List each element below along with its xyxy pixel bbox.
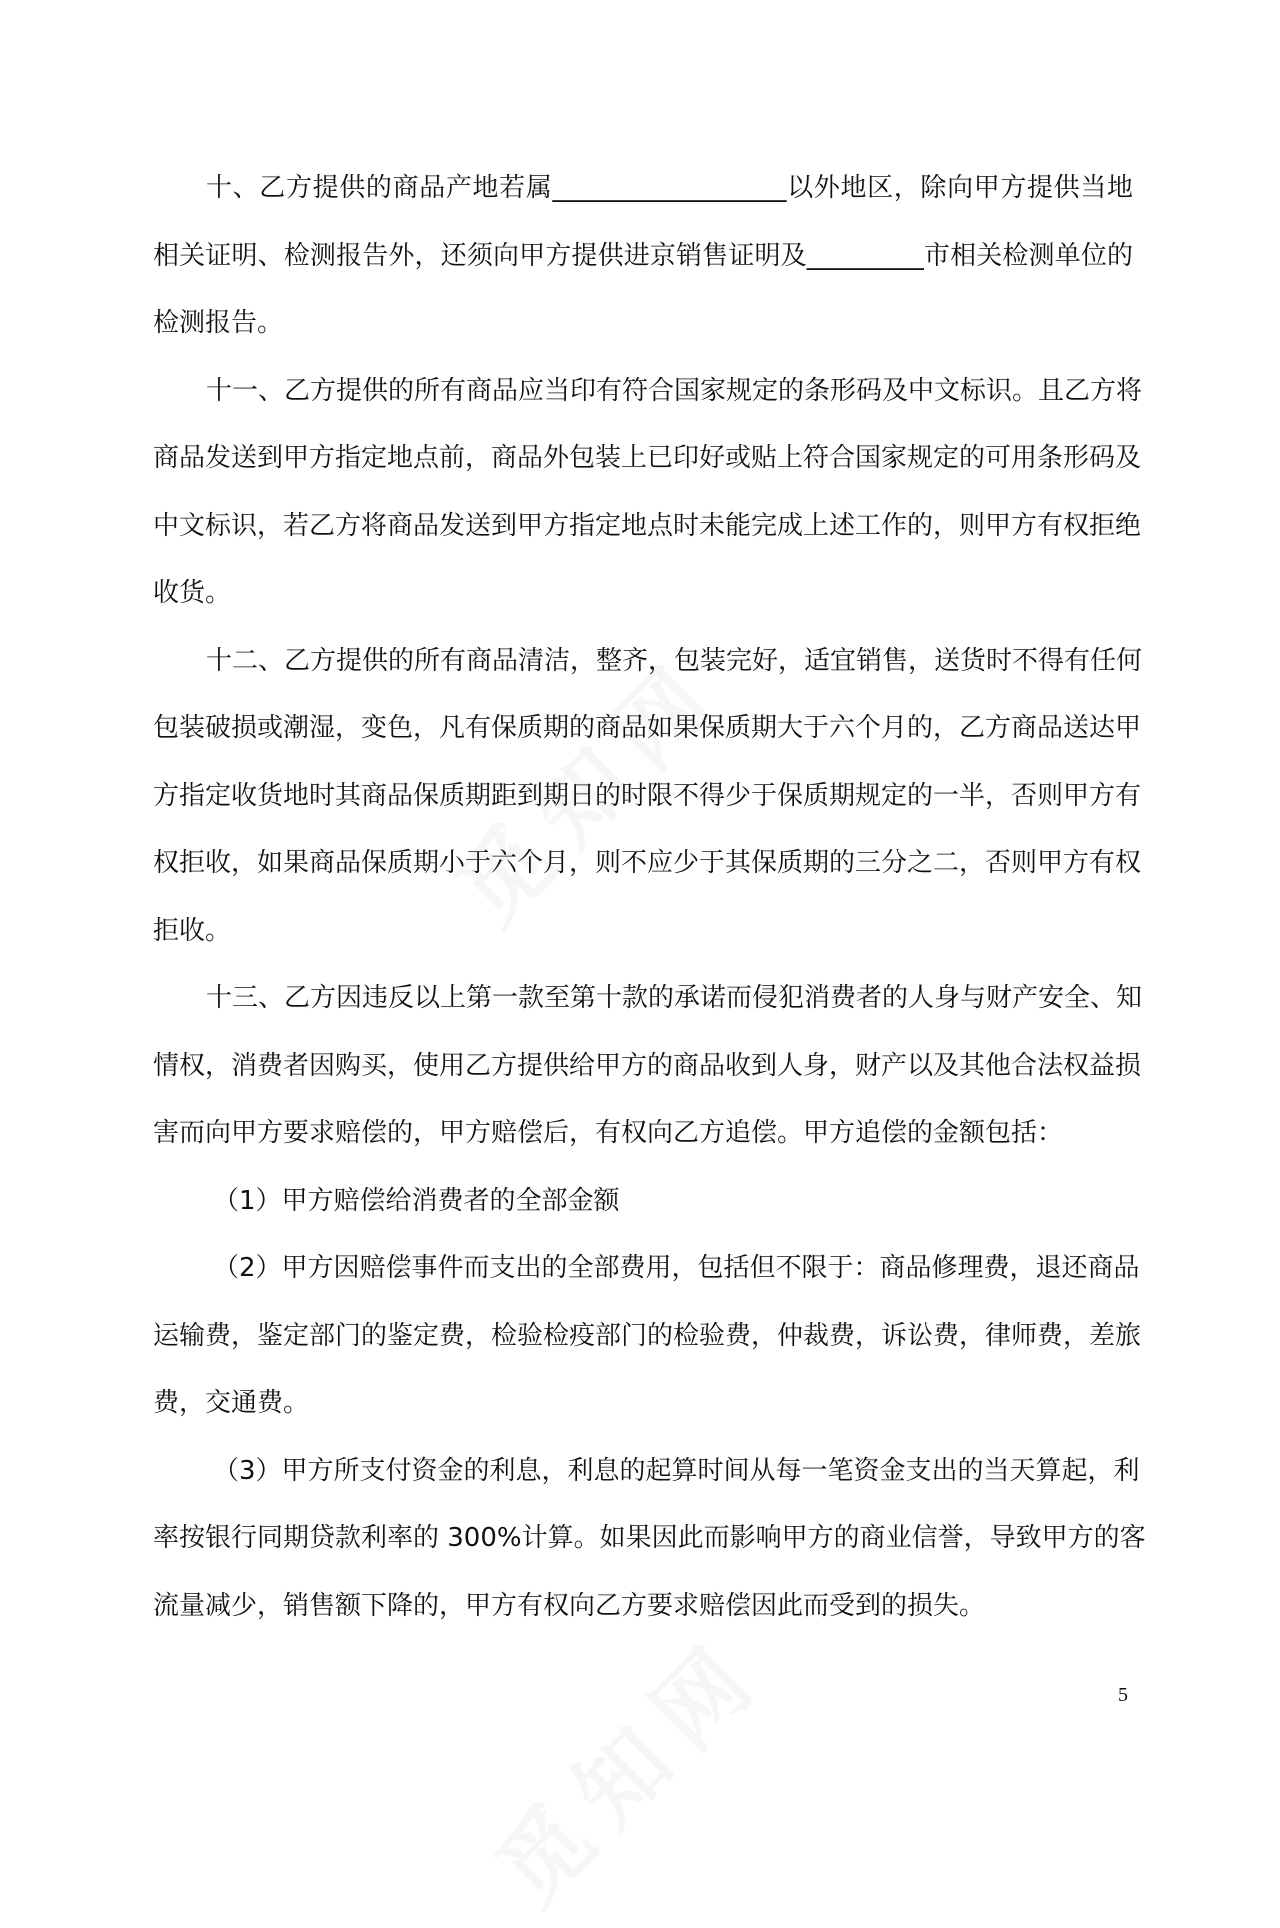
list-item — [153, 1235, 1142, 1438]
text-line: 费，交通费。 — [153, 1388, 310, 1418]
list-item — [153, 1168, 1133, 1236]
text-line: 相关证明、检测报告外，还须向甲方提供进京销售证明及_________市相关检测单位的 — [153, 240, 1133, 271]
text-line: （2）甲方因赔偿事件而支出的全部费用，包括但不限于：商品修理费，退还商品 — [213, 1253, 1140, 1283]
clause-paragraph — [153, 628, 1143, 966]
text-line: 情权，消费者因购买，使用乙方提供给甲方的商品收到人身，财产以及其他合法权益损 — [153, 1050, 1142, 1081]
text-line: （1）甲方赔偿给消费者的全部金额 — [213, 1185, 620, 1216]
document-body — [153, 155, 1146, 1640]
text-line: 检测报告。 — [153, 308, 284, 338]
text-line: （3）甲方所支付资金的利息，利息的起算时间从每一笔资金支出的当天算起，利 — [213, 1455, 1140, 1486]
text-line: 拒收。 — [153, 915, 232, 946]
clause-paragraph — [153, 155, 1133, 358]
text-line: 包装破损或潮湿，变色，凡有保质期的商品如果保质期大于六个月的，乙方商品送达甲 — [153, 713, 1142, 743]
clause-paragraph — [153, 358, 1143, 628]
page-number: 5 — [1118, 1684, 1128, 1706]
text-line: 流量减少，销售额下降的，甲方有权向乙方要求赔偿因此而受到的损失。 — [153, 1590, 986, 1621]
text-line: 十、乙方提供的商品产地若属__________________以外地区，除向甲方提供当地 — [206, 173, 1133, 203]
text-line: 十一、乙方提供的所有商品应当印有符合国家规定的条形码及中文标识。且乙方将 — [206, 375, 1143, 406]
text-line: 中文标识，若乙方将商品发送到甲方指定地点时未能完成上述工作的，则甲方有权拒绝 — [153, 510, 1142, 541]
text-line: 收货。 — [153, 578, 232, 608]
text-line: 商品发送到甲方指定地点前，商品外包装上已印好或贴上符合国家规定的可用条形码及 — [153, 443, 1142, 473]
text-line: 率按银行同期贷款利率的 300%计算。如果因此而影响甲方的商业信誉，导致甲方的客 — [153, 1523, 1146, 1553]
text-line: 十二、乙方提供的所有商品清洁，整齐，包装完好，适宜销售，送货时不得有任何 — [206, 645, 1143, 676]
text-line: 运输费，鉴定部门的鉴定费，检验检疫部门的检验费，仲裁费，诉讼费，律师费，差旅 — [153, 1320, 1142, 1351]
text-line: 十三、乙方因违反以上第一款至第十款的承诺而侵犯消费者的人身与财产安全、知 — [206, 983, 1143, 1013]
clause-paragraph — [153, 965, 1143, 1168]
text-line: 权拒收，如果商品保质期小于六个月，则不应少于其保质期的三分之二，否则甲方有权 — [153, 848, 1142, 878]
text-line: 方指定收货地时其商品保质期距到期日的时限不得少于保质期规定的一半，否则甲方有 — [153, 780, 1142, 811]
list-item — [153, 1438, 1146, 1641]
text-line: 害而向甲方要求赔偿的，甲方赔偿后，有权向乙方追偿。甲方追偿的金额包括： — [153, 1118, 1064, 1148]
watermark — [462, 1602, 787, 1927]
